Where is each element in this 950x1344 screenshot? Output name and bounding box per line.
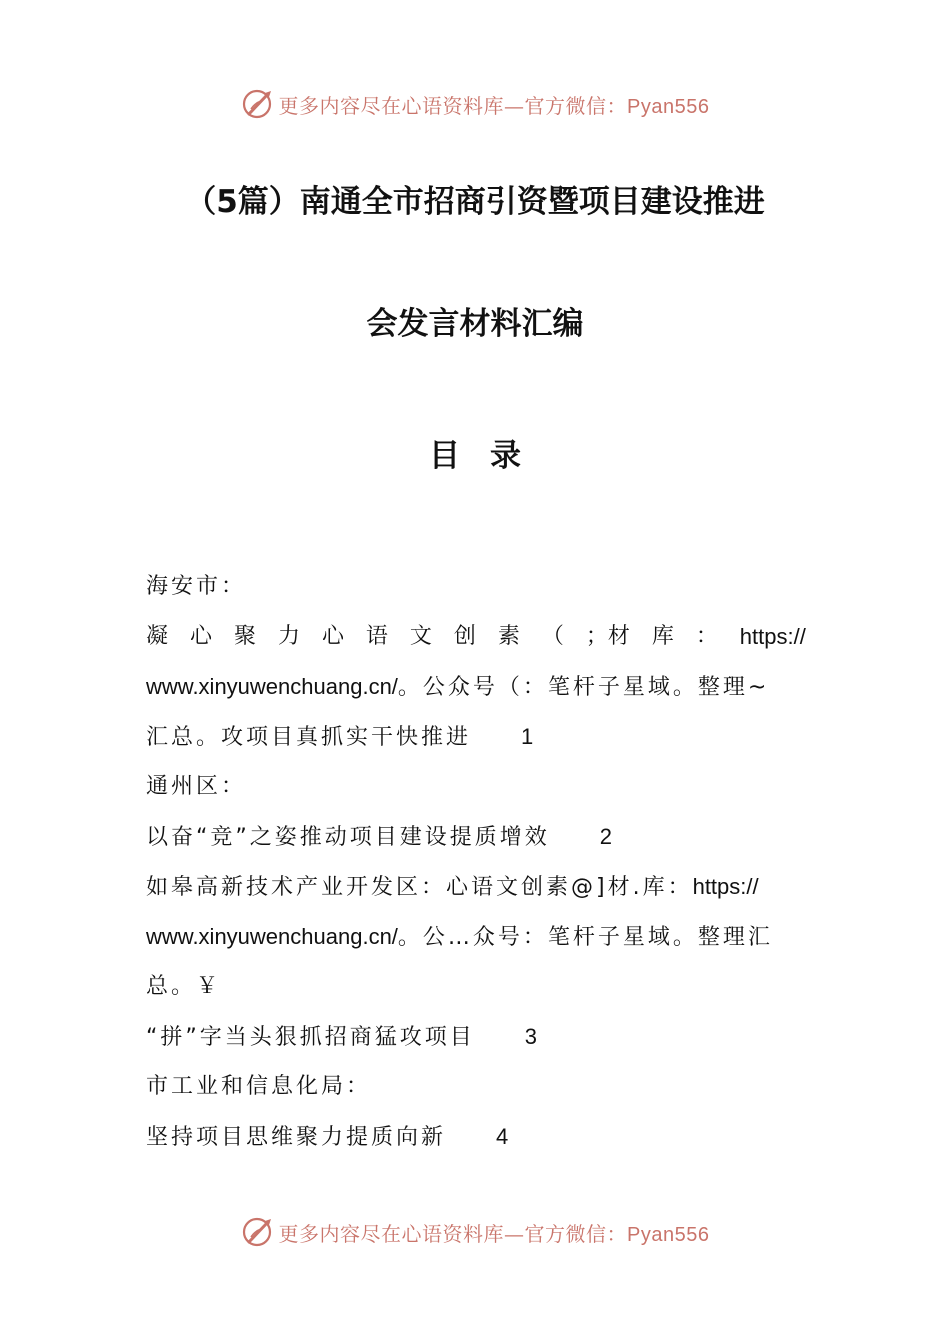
header-banner: [0, 82, 950, 126]
pen-logo-icon: [241, 87, 275, 121]
toc-entry-title: “拼”字当头狠抓招商猛攻项目: [146, 1025, 475, 1050]
toc-line: 总。￥: [146, 974, 222, 999]
toc-entry-title: 以奋“竞”之姿推动项目建设提质增效: [146, 825, 550, 850]
toc-entry-title: 汇总。攻项目真抓实干快推进: [146, 725, 472, 750]
toc-page-number: 2: [599, 824, 616, 849]
banner-text: 更多内容尽在心语资料库—官方微信：Pyan556: [278, 93, 710, 118]
toc-char: 聚: [233, 624, 256, 649]
toc-entry-3[interactable]: [146, 1012, 806, 1062]
document-title-line-2: 会发言材料汇编: [366, 306, 584, 342]
toc-char: 力: [277, 624, 300, 649]
toc-entry-1[interactable]: [146, 712, 806, 762]
banner-text: 更多内容尽在心语资料库—官方微信：Pyan556: [278, 1221, 710, 1246]
toc-char: ：: [695, 624, 718, 649]
toc-char: 素: [497, 624, 520, 649]
toc-char: 语: [365, 624, 388, 649]
toc-entry-4[interactable]: [146, 1112, 806, 1162]
toc-text: 。公众号（：笔杆子星域。整理~: [397, 675, 770, 700]
document-title-line-1: （5篇）南通全市招商引资暨项目建设推进: [185, 184, 765, 220]
toc-url: https://: [692, 874, 759, 899]
toc-entry-title: 坚持项目思维聚力提质向新: [146, 1125, 447, 1150]
toc-page-number: 4: [496, 1124, 512, 1149]
toc-line-spaced: [146, 612, 806, 662]
banner-wechat-id: Pyan556: [627, 95, 710, 118]
toc-line: [146, 912, 806, 962]
toc-line: [146, 862, 806, 912]
toc-char: 心: [321, 624, 344, 649]
toc-url-fragment: https://: [739, 624, 806, 649]
toc-char: 心: [189, 624, 212, 649]
toc-char: ；材: [585, 624, 630, 649]
toc-char: 库: [651, 624, 674, 649]
toc-page-number: 1: [521, 724, 537, 749]
toc-char: （: [541, 624, 564, 649]
footer-banner: [0, 1210, 950, 1254]
pen-logo-icon: [241, 1215, 275, 1249]
banner-wechat-id: Pyan556: [627, 1223, 710, 1246]
toc-heading: 目录: [429, 438, 551, 474]
table-of-contents: [146, 562, 806, 1162]
toc-section-tongzhou: 通州区：: [146, 774, 247, 799]
toc-section-miit: 市工业和信息化局：: [146, 1074, 372, 1099]
toc-char: 创: [453, 624, 476, 649]
toc-text: 如皋高新技术产业开发区：心语文创素@]材.库：: [146, 875, 693, 900]
toc-url: www.xinyuwenchuang.cn/: [146, 674, 398, 699]
toc-page-number: 3: [524, 1024, 541, 1049]
toc-line: [146, 662, 806, 712]
toc-section-haian: 海安市：: [146, 574, 247, 599]
toc-char: 凝: [146, 624, 169, 649]
toc-text: 。公…众号：笔杆子星域。整理汇: [397, 925, 773, 950]
toc-entry-2[interactable]: [146, 812, 806, 862]
toc-url: www.xinyuwenchuang.cn/: [146, 924, 398, 949]
toc-char: 文: [409, 624, 432, 649]
